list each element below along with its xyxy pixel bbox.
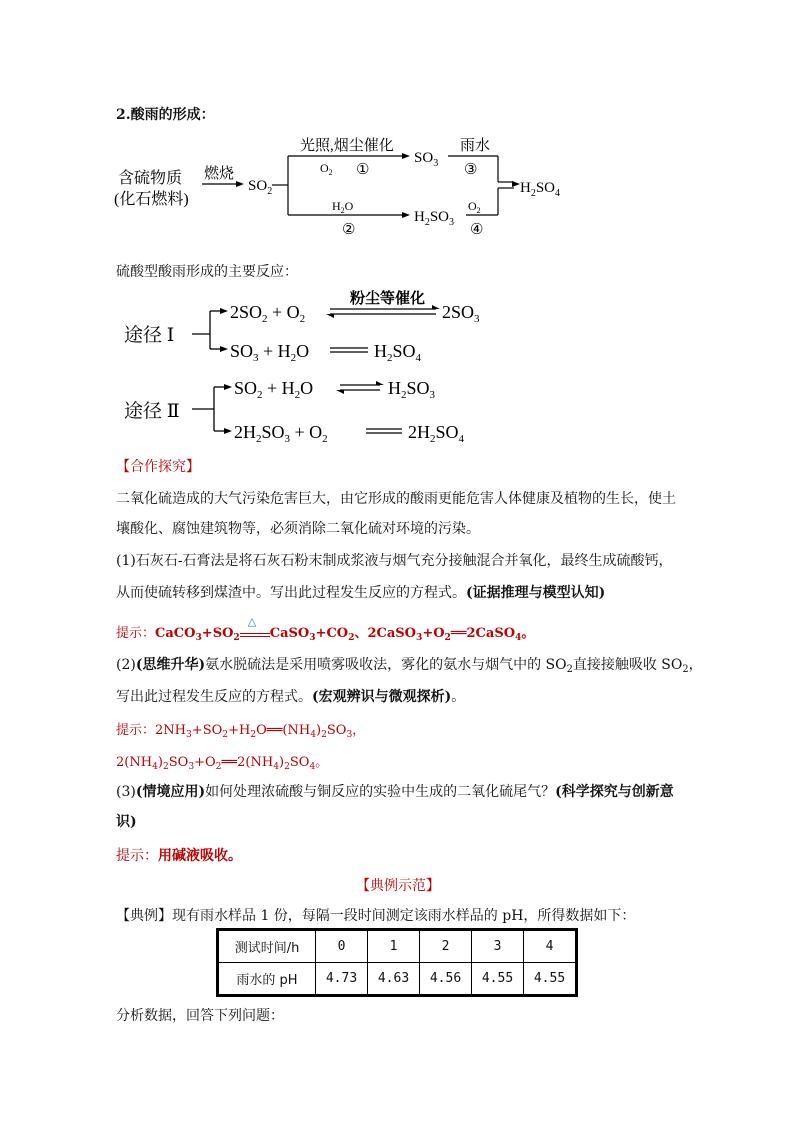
q1-line1: (1)石灰石-石膏法是将石灰石粉末制成浆液与烟气充分接触混合并氧化，最终生成硫酸钙，: [116, 553, 673, 569]
ph-data-table: [218, 930, 576, 995]
hint1-label: 提示：: [116, 626, 156, 641]
h2o-label: $H_2O$: [332, 199, 354, 215]
time-cell: 1: [368, 931, 420, 963]
h2so3-node: $H_2SO_3$: [414, 209, 455, 228]
so2-node: $SO_2$: [248, 178, 273, 197]
path2-eq2-left: $2H_2SO_3 + O_2$: [234, 422, 328, 445]
o2-label-2: $O_2$: [468, 199, 481, 215]
heat-sign: △: [247, 615, 257, 628]
circle-2: ②: [342, 222, 356, 238]
coop-title: 【合作探究】: [116, 459, 200, 475]
path2-label: 途径 Ⅱ: [124, 401, 180, 422]
time-cell: 3: [472, 931, 524, 963]
circle-3: ③: [464, 162, 478, 178]
burn-arrow-head: [236, 181, 244, 187]
example-title: 【典例示范】: [356, 878, 440, 894]
sulfuric-acid-pathways-diagram: [118, 285, 498, 445]
q3-line1: (3)(情境应用)如何处理浓硫酸与铜反应的实验中生成的二氧化硫尾气？(科学探究与创新意: [116, 784, 674, 800]
path1-eq1-left: $2SO_2 + O_2$: [230, 302, 306, 325]
path1-eq2-right: $H_2SO_4$: [374, 341, 422, 364]
table-row: [219, 963, 576, 995]
path1-eq2-left: $SO_3 + H_2O$: [230, 341, 310, 364]
source-line1: 含硫物质: [118, 170, 183, 187]
burn-label: 燃烧: [204, 166, 235, 182]
circle-1: ①: [356, 162, 370, 178]
ph-cell: 4.63: [368, 963, 420, 995]
source-line2: (化石燃料): [114, 191, 189, 208]
so3-node: $SO_3$: [414, 150, 439, 169]
hint2-line2: $2(NH_4)_2SO_3+O_2══2(NH_4)_2SO_4$。: [116, 755, 329, 772]
hint3: 提示：用碱液吸收。: [116, 848, 242, 864]
time-cell: 2: [420, 931, 472, 963]
path1-label: 途径 Ⅰ: [124, 325, 175, 346]
path2-eq1-right: $H_2SO_3$: [388, 378, 436, 401]
h2so4-node: $H_2SO_4$: [520, 180, 561, 199]
ph-data-table-frame: [216, 928, 578, 997]
path2-eq1-left: $SO_2 + H_2O$: [234, 378, 314, 401]
ph-cell: 4.55: [472, 963, 524, 995]
path1-eq1-right: $2SO_3$: [442, 302, 480, 325]
h2so4-arrow-head: [512, 181, 520, 187]
hint1: 提示：$CaCO_3+SO_2$ △ $CaSO_3+CO_2$、$2CaSO_3+O_2══2CaSO_4$。: [116, 615, 535, 643]
reaction-title: 硫酸型酸雨形成的主要反应：: [116, 264, 298, 280]
row2-header: 雨水的 pH: [219, 963, 316, 995]
ph-cell: 4.55: [524, 963, 576, 995]
q1-line2: 从而使硫转移到煤渣中。写出此过程发生反应的方程式。(证据推理与模型认知): [116, 585, 606, 601]
intro-line2: 壤酸化、腐蚀建筑物等，必须消除二氧化硫对环境的污染。: [116, 521, 480, 537]
closing-line: 分析数据，回答下列问题：: [116, 1008, 284, 1024]
section-title: 2.酸雨的形成：: [116, 107, 215, 123]
q2-line2: 写出此过程发生反应的方程式。(宏观辨识与微观探析)。: [116, 689, 466, 705]
circle-4: ④: [470, 222, 484, 238]
path1-catalyst: 粉尘等催化: [350, 291, 426, 307]
top-condition: 光照,烟尘催化: [300, 138, 394, 154]
q2-line1: (2)(思维升华)氨水脱硫法是采用喷雾吸收法，雾化的氨水与烟气中的 $SO_2$直接接触吸收 $SO_2$，: [116, 657, 703, 675]
table-row: [219, 931, 576, 963]
o2-label: $O_2$: [320, 161, 333, 177]
path2-eq2-right: $2H_2SO_4$: [408, 422, 465, 445]
intro-line1: 二氧化硫造成的大气污染危害巨大，由它形成的酸雨更能危害人体健康及植物的生长，使土: [116, 491, 676, 507]
q3-line2: 识): [116, 814, 137, 830]
row1-header: 测试时间/h: [219, 931, 316, 963]
example-line: 【典例】现有雨水样品 1 份，每隔一段时间测定该雨水样品的 pH，所得数据如下：: [116, 908, 636, 924]
hint2-line1: 提示：$2NH_3+SO_2+H_2O══(NH_4)_2SO_3$，: [116, 723, 366, 740]
time-cell: 0: [316, 931, 368, 963]
ph-cell: 4.73: [316, 963, 368, 995]
time-cell: 4: [524, 931, 576, 963]
ph-cell: 4.56: [420, 963, 472, 995]
rain-label: 雨水: [460, 138, 491, 154]
acid-rain-formation-diagram: [110, 130, 580, 245]
